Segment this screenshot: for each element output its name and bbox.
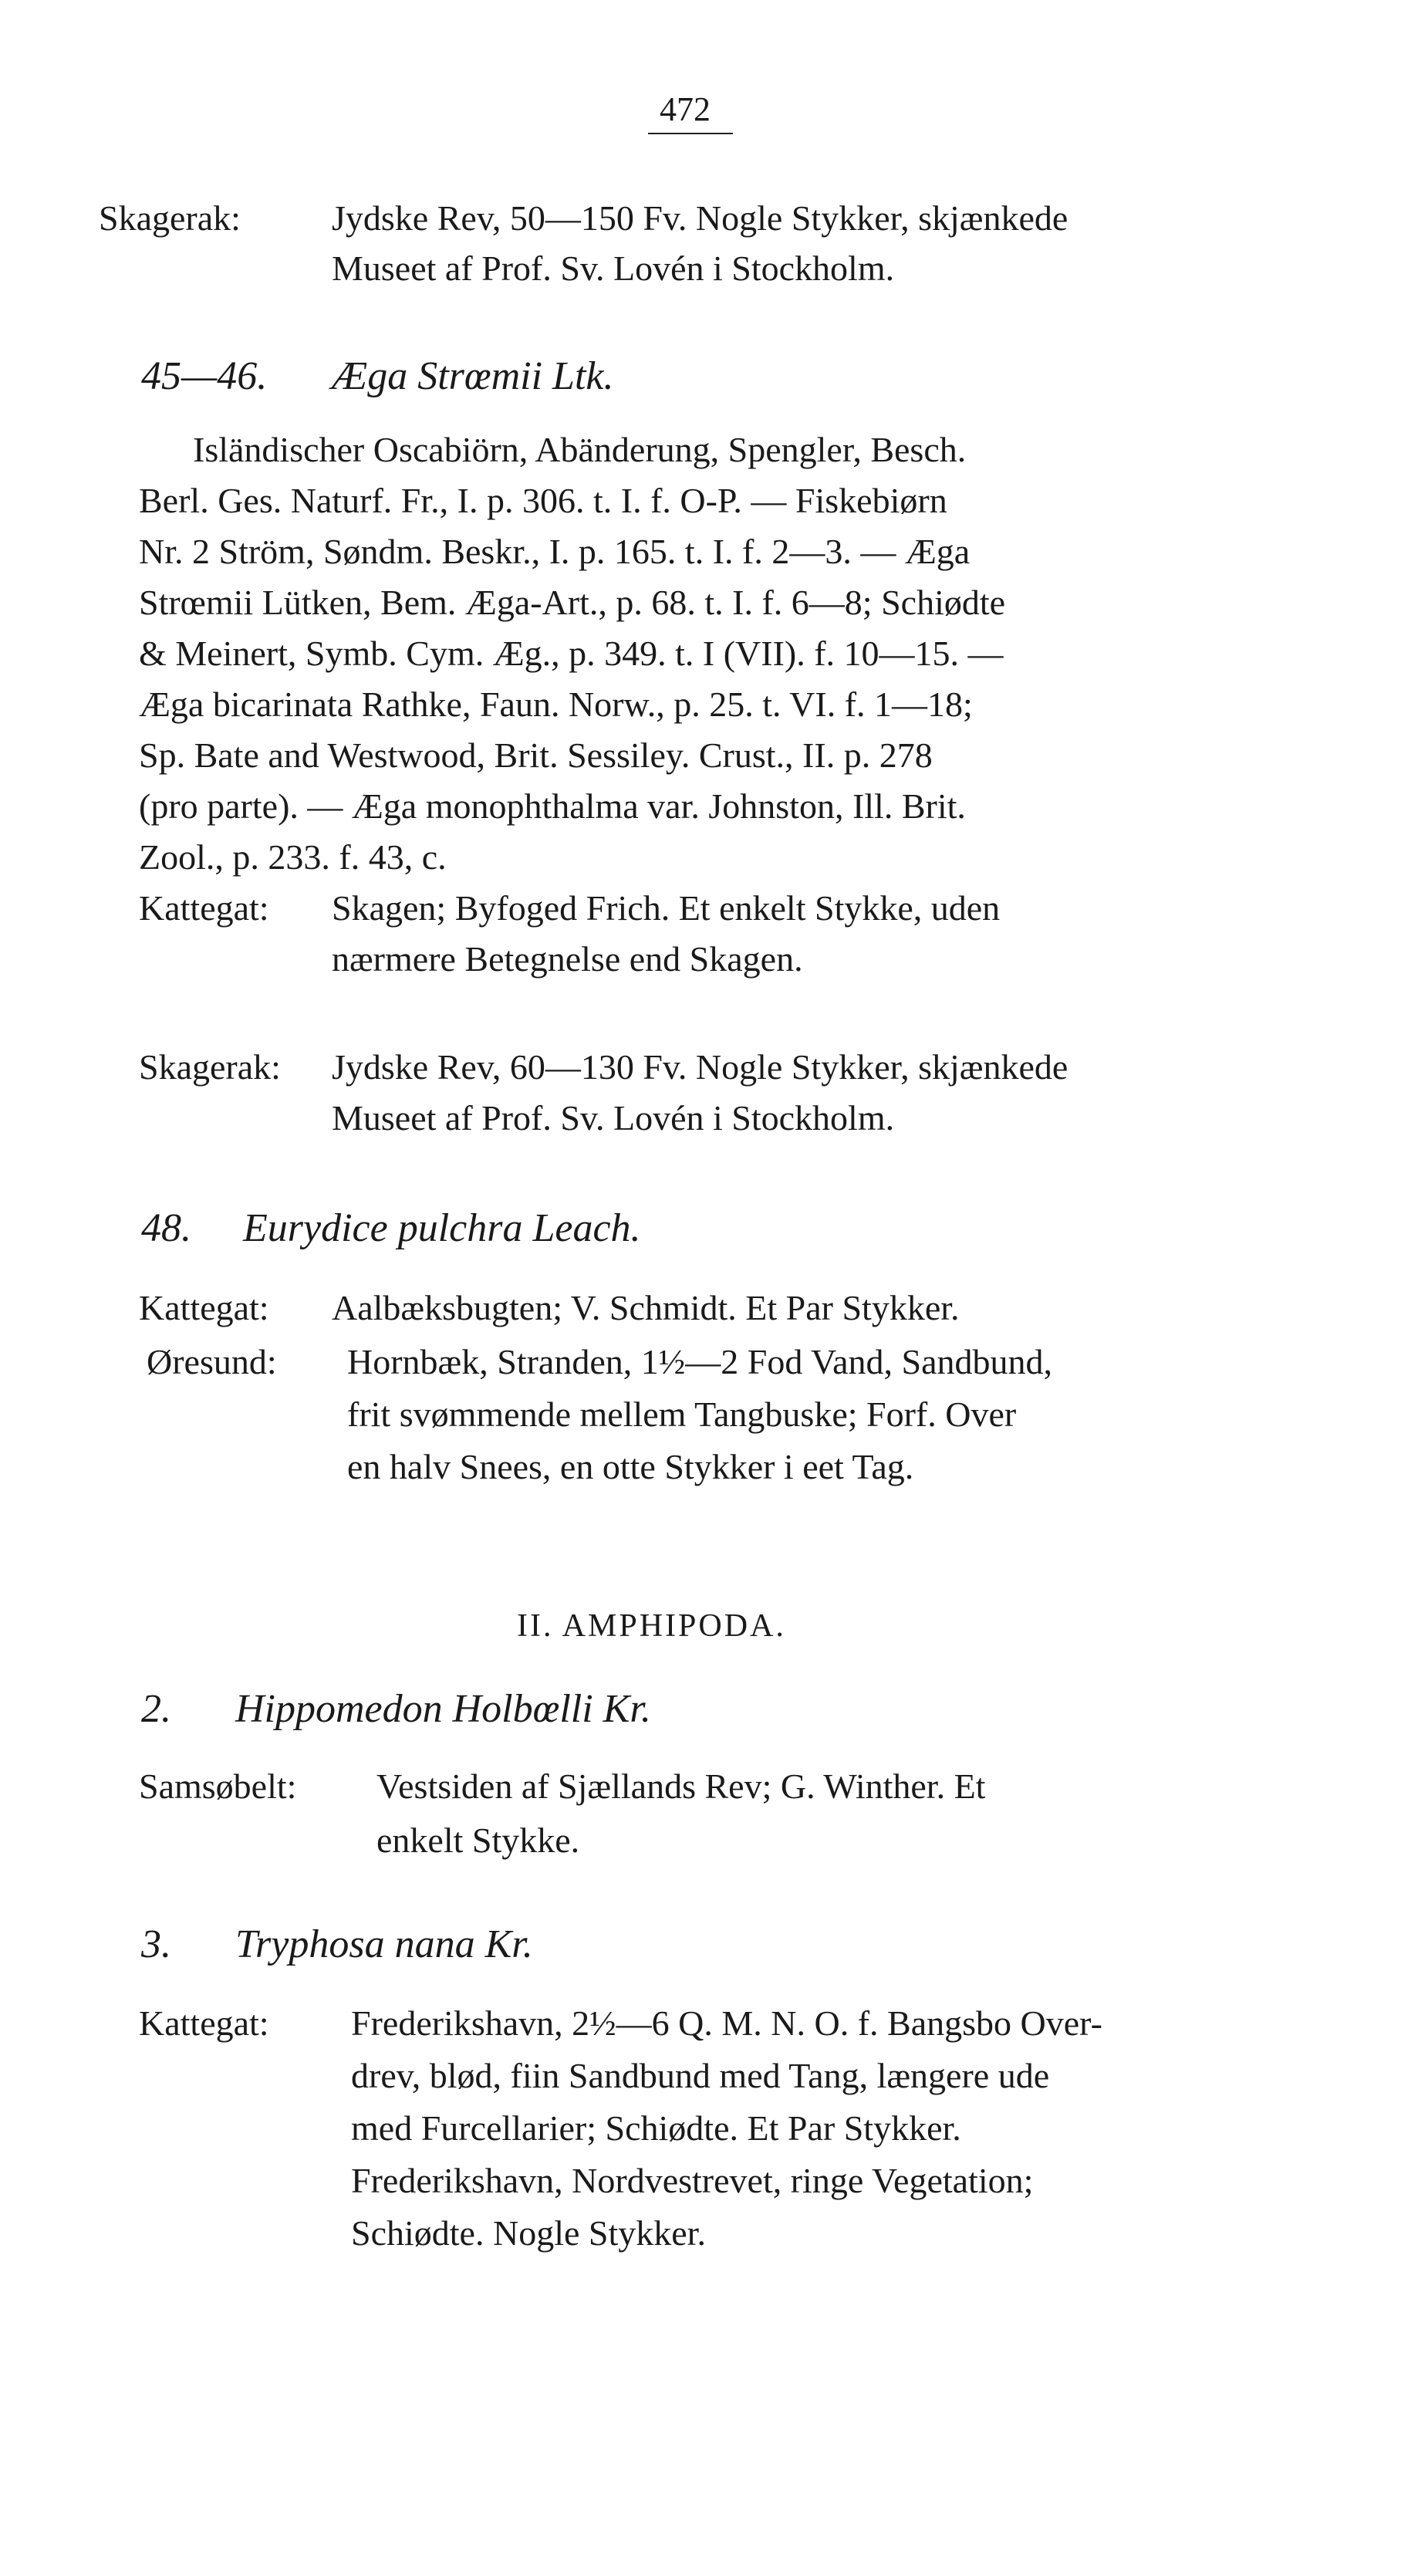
locality-label: Øresund: <box>147 1342 277 1381</box>
locality-label: Kattegat: <box>139 888 269 928</box>
synonymy-line: Isländischer Oscabiörn, Abänderung, Spengler, Besch. <box>193 430 967 469</box>
locality-text-line: Frederikshavn, 2½—6 Q. M. N. O. f. Bangsbo Over- <box>351 2003 1102 2043</box>
locality-text-line: Jydske Rev, 60—130 Fv. Nogle Stykker, skjænkede <box>332 1047 1068 1087</box>
locality-label: Kattegat: <box>139 2003 269 2043</box>
species-name: Eurydice pulchra Leach. <box>243 1206 641 1250</box>
synonymy-line: (pro parte). — Æga monophthalma var. Johnston, Ill. Brit. <box>139 786 966 826</box>
section-title: II. AMPHIPODA. <box>517 1608 786 1644</box>
locality-text-line: Hornbæk, Stranden, 1½—2 Fod Vand, Sandbund, <box>347 1342 1053 1381</box>
species-number: 45—46. <box>141 354 268 398</box>
species-name: Ægа Strœmii Ltk. <box>332 354 614 398</box>
locality-text-line: enkelt Stykke. <box>376 1820 580 1860</box>
species-number: 2. <box>141 1687 171 1731</box>
species-number: 48. <box>141 1206 191 1250</box>
synonymy-line: Berl. Ges. Naturf. Fr., I. p. 306. t. I. f. O-P. — Fiskebiørn <box>139 481 947 520</box>
locality-text-line: Skagen; Byfoged Frich. Et enkelt Stykke, uden <box>332 888 1001 928</box>
locality-label: Skagerak: <box>99 198 241 238</box>
locality-text-line: Vestsiden af Sjællands Rev; G. Winther. Et <box>376 1766 986 1806</box>
locality-label: Kattegat: <box>139 1288 269 1327</box>
locality-text-line: Frederikshavn, Nordvestrevet, ringe Vegetation; <box>351 2161 1034 2200</box>
locality-label: Skagerak: <box>139 1047 281 1087</box>
locality-label: Samsøbelt: <box>139 1766 297 1806</box>
synonymy-line: Zool., p. 233. f. 43, c. <box>139 837 447 877</box>
locality-text-line: frit svømmende mellem Tangbuske; Forf. Over <box>347 1394 1017 1434</box>
locality-text-line: Jydske Rev, 50—150 Fv. Nogle Stykker, skjænkede <box>332 198 1068 238</box>
species-name: Hippomedon Holbœlli Kr. <box>235 1687 651 1731</box>
locality-text-line: drev, blød, fiin Sandbund med Tang, længere ude <box>351 2056 1050 2095</box>
locality-text-line: Museet af Prof. Sv. Lovén i Stockholm. <box>332 248 895 288</box>
synonymy-line: Nr. 2 Ström, Søndm. Beskr., I. p. 165. t. I. f. 2—3. — Æga <box>139 532 971 571</box>
synonymy-line: & Meinert, Symb. Cym. Æg., p. 349. t. I (VII). f. 10—15. — <box>139 634 1004 673</box>
synonymy-line: Æga bicarinata Rathke, Faun. Norw., p. 25. t. VI. f. 1—18; <box>139 685 973 724</box>
locality-text-line: en halv Snees, en otte Stykker i eet Tag. <box>347 1447 914 1486</box>
page-number-rule <box>648 133 733 134</box>
locality-text-line: Aalbæksbugten; V. Schmidt. Et Par Stykker. <box>332 1288 960 1327</box>
locality-text-line: Museet af Prof. Sv. Lovén i Stockholm. <box>332 1098 895 1138</box>
synonymy-line: Strœmii Lütken, Bem. Æga-Art., p. 68. t. I. f. 6—8; Schiødte <box>139 583 1006 622</box>
species-number: 3. <box>141 1922 171 1966</box>
locality-text-line: nærmere Betegnelse end Skagen. <box>332 939 803 979</box>
species-name: Tryphosa nana Kr. <box>235 1922 533 1966</box>
locality-text-line: med Furcellarier; Schiødte. Et Par Stykker. <box>351 2108 961 2148</box>
synonymy-line: Sp. Bate and Westwood, Brit. Sessiley. Crust., II. p. 278 <box>139 735 933 775</box>
locality-text-line: Schiødte. Nogle Stykker. <box>351 2213 706 2253</box>
page-number: 472 <box>660 90 711 128</box>
